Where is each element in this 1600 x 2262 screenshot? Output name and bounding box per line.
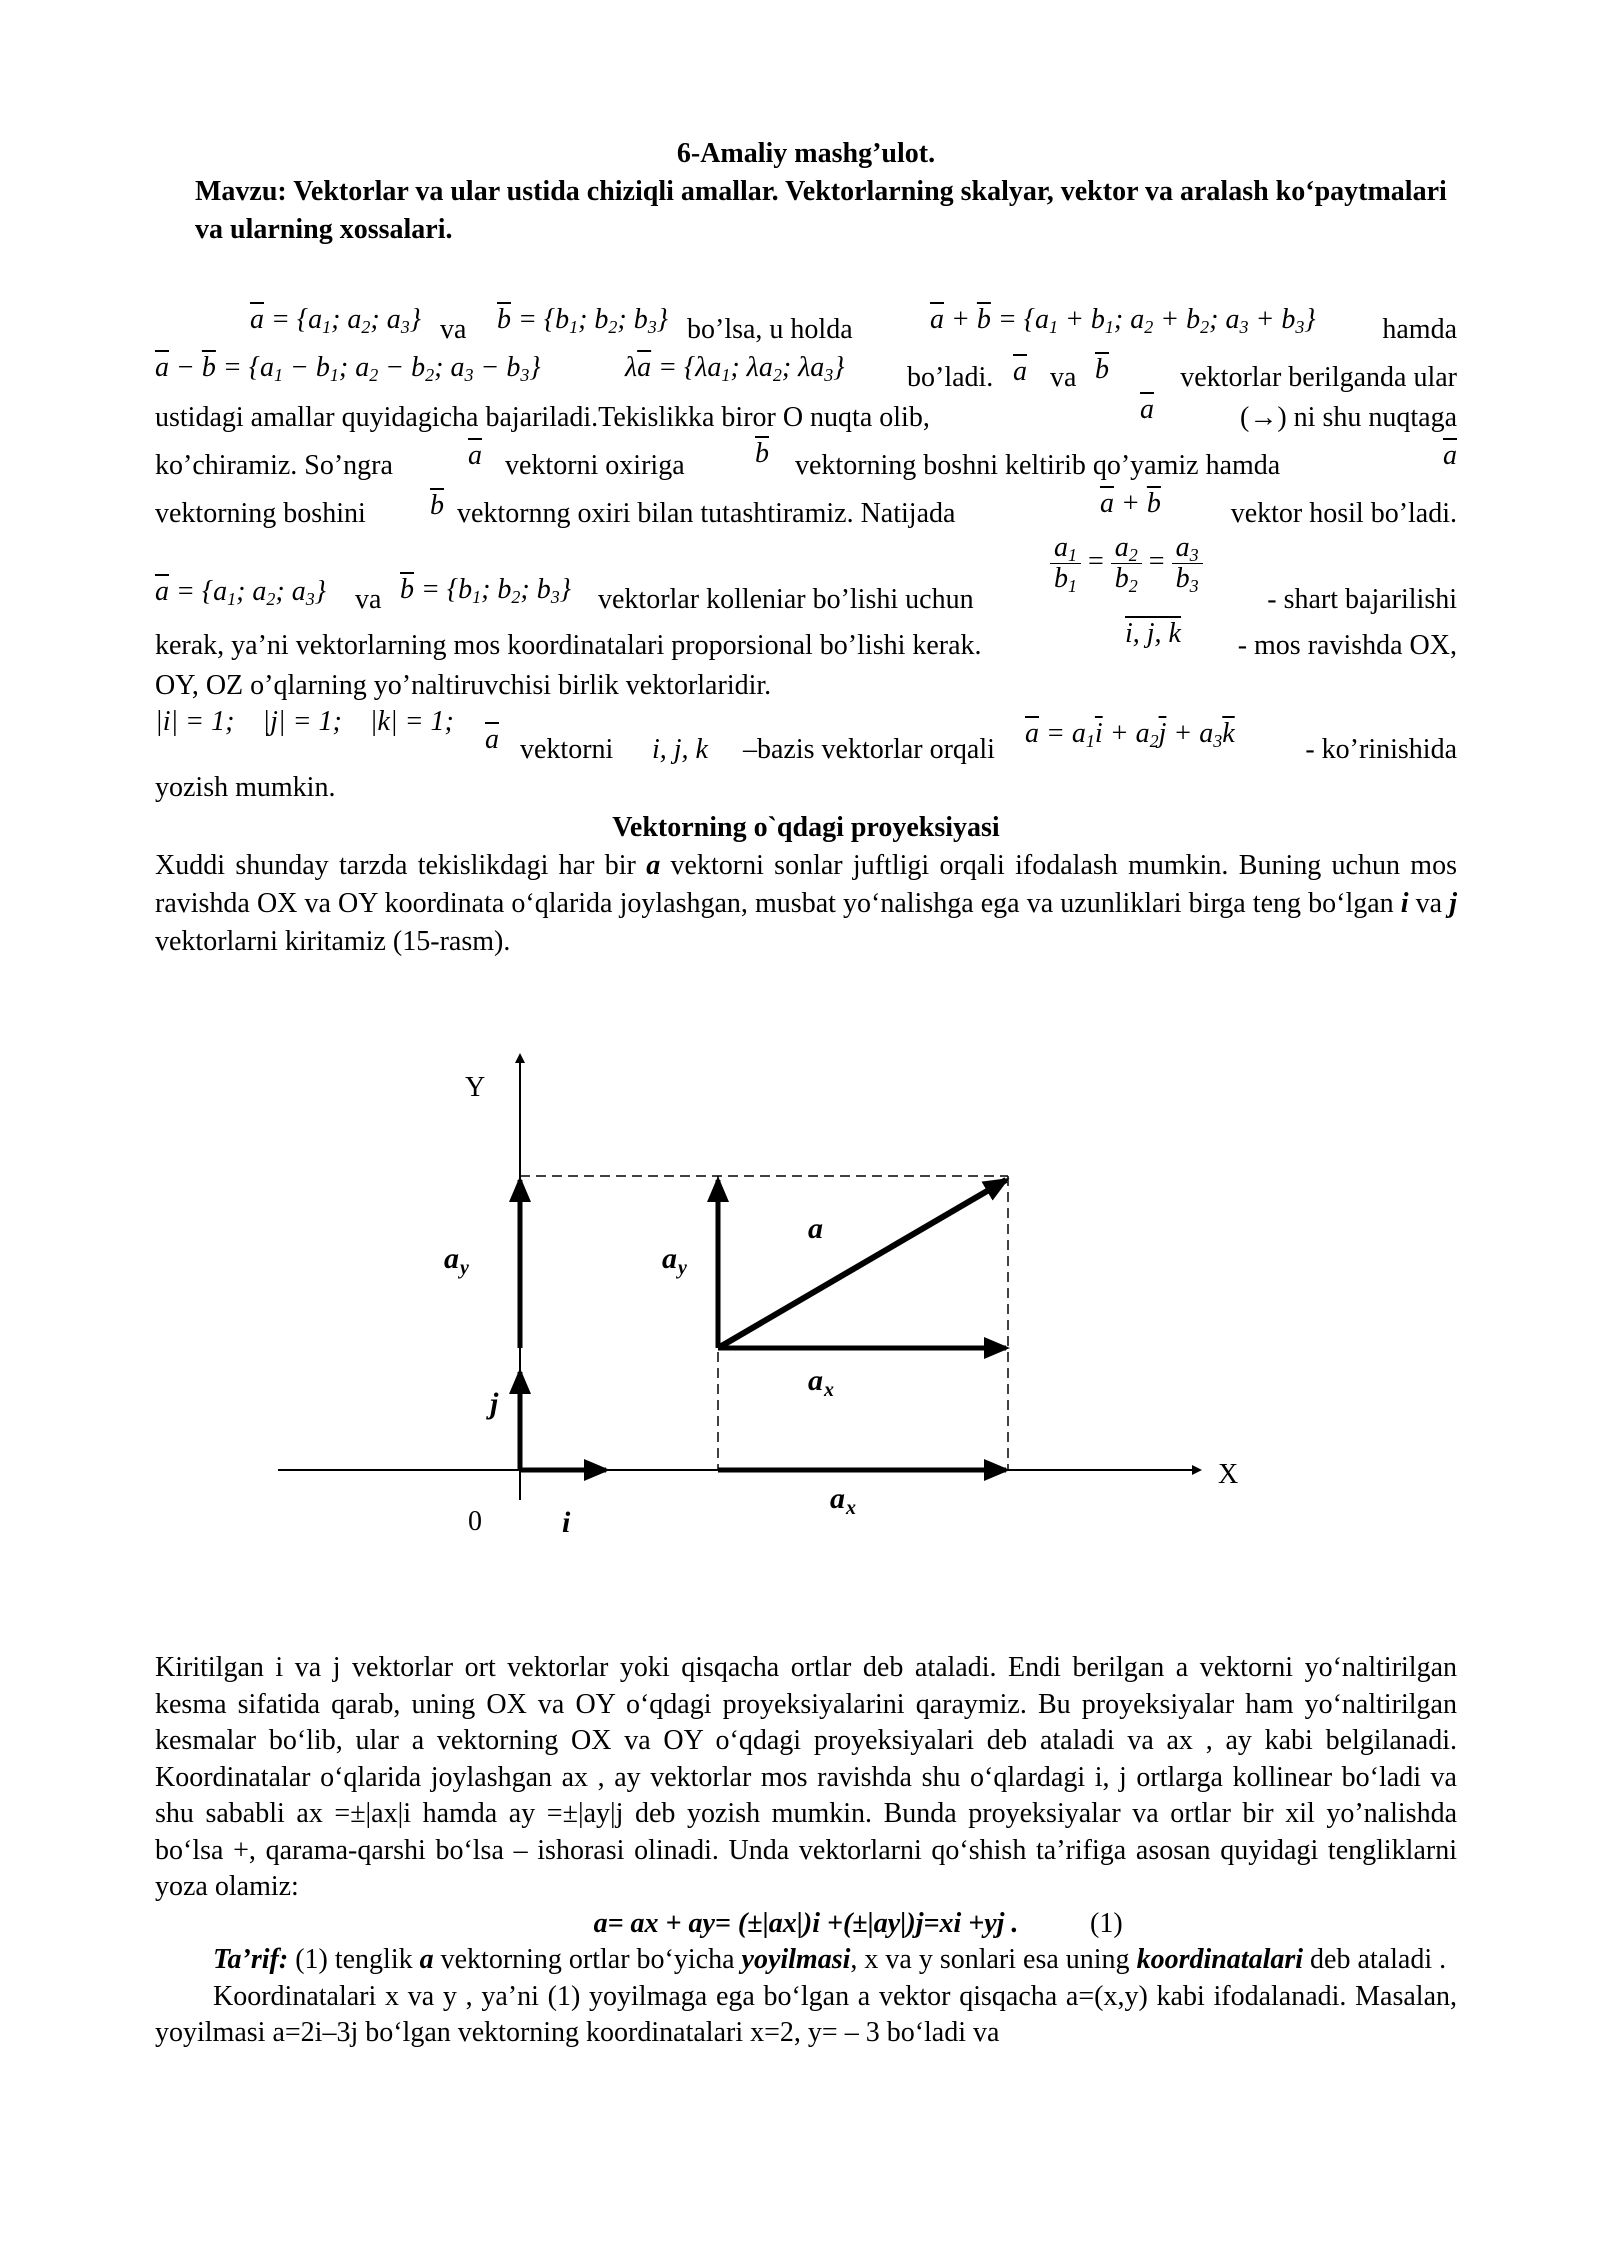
text-run: (1) tenglik — [288, 1944, 420, 1975]
formula-norms: |i| = 1; |j| = 1; |k| = 1; — [155, 706, 454, 737]
paragraph-line: vektornng oxiri bilan tutashtiramiz. Natijada — [457, 498, 956, 529]
conj-va: va — [440, 314, 467, 345]
formula-basis-expansion: $\overline{a} = a_1\overline{i} + a_2\overline{j} + a_3\overline{k}$ — [1025, 718, 1235, 751]
paragraph-line: vektorlar kolleniar bo’lishi uchun — [598, 584, 974, 615]
paragraph-line: ustidagi amallar quyidagicha bajariladi.Tekislikka biror O nuqta olib, — [155, 402, 930, 433]
label-main: a — [830, 1482, 845, 1515]
formula-row-1 — [155, 301, 1457, 349]
text-run: vektorning ortlar bo‘yicha — [433, 1944, 742, 1975]
formula-a-plus-b: $\overline{a} + \overline{b}$ — [1100, 488, 1161, 519]
paragraph-line: (→) ni shu nuqtaga — [1240, 402, 1457, 433]
text-run: , x va y sonlari esa uning — [850, 1944, 1137, 1975]
conj-va: va — [355, 584, 382, 615]
y-axis-label: Y — [465, 1072, 486, 1103]
definition-paragraph — [155, 1942, 1457, 1979]
symbol-a: $\overline{a}$ — [468, 440, 482, 471]
equation-number: (1) — [1090, 1907, 1123, 1939]
document-page — [155, 135, 1457, 961]
equation-1 — [155, 1906, 1457, 1943]
equation-text: a= ax + ay= (±|ax|)i +(±|ay|)j=xi +yj . — [593, 1907, 1019, 1939]
paragraph-line: - ko’rinishida — [1305, 734, 1457, 765]
text-boladi: bo’ladi. — [907, 362, 994, 393]
lower-text — [155, 1650, 1457, 2052]
paragraph-line: vektorni oxiriga — [505, 450, 685, 481]
ay-left-label — [444, 1242, 469, 1279]
section-paragraph — [155, 847, 1457, 961]
symbol-b: $\overline{b}$ — [430, 490, 444, 521]
j-label: j — [490, 1387, 499, 1420]
section-title: Vektorning o`qdagi proyeksiyasi — [612, 812, 1000, 843]
label-sub: y — [460, 1257, 469, 1279]
text-run: vektorlarni kiritamiz (15-rasm). — [155, 926, 511, 957]
text-run: koordinatalari — [1136, 1944, 1304, 1975]
formula-row-basis — [155, 703, 1457, 769]
text-run: j — [1449, 888, 1457, 919]
ax-mid-label — [808, 1364, 834, 1401]
text-bolsa: bo’lsa, u holda — [687, 314, 853, 345]
text-row-collinear-3 — [155, 659, 1457, 703]
formula-vector-b: $\overline{b} = \{b_1$; $b_2$; $b_3$} — [400, 574, 571, 607]
paragraph-line: ko’chiramiz. So’ngra — [155, 450, 393, 481]
label-main: a — [444, 1242, 459, 1275]
paragraph-line: - shart bajarilishi — [1267, 584, 1457, 615]
paragraph-line: yozish mumkin. — [155, 772, 336, 803]
i-label: i — [562, 1506, 571, 1539]
text-vectors-given: vektorlar berilganda ular — [1180, 362, 1457, 393]
formula-diff: $\overline{a} - \overline{b} = \{a_1 - b_1$; $a_2 - b_2$; $a_3 - b_3$} — [155, 352, 541, 385]
basis-symbols: i, j, k — [652, 734, 708, 765]
paragraph-line: vektorning boshni keltirib qo’yamiz hamda — [795, 450, 1281, 481]
coordinates-paragraph: Koordinatalari x va y , ya’ni (1) yoyilmaga ega bo‘lgan a vektor qisqacha a=(x,y) kabi ifodalanadi. Masalan, yoyilmasi a=2i–3j bo‘lgan vektorning koordinatalari x=2, y= – 3 bo‘ladi va — [155, 1980, 1457, 2048]
label-main: a — [662, 1242, 677, 1275]
formula-row-collinear — [155, 533, 1457, 615]
paragraph-line: - mos ravishda OX, — [1237, 630, 1457, 661]
text-run: Ta’rif: — [213, 1944, 289, 1975]
label-sub: x — [824, 1379, 834, 1401]
text-row-4 — [155, 438, 1457, 489]
ay-mid-label — [662, 1242, 687, 1279]
text-run: vektorni sonlar juftligi orqali ifodalash mumkin. Buning uchun mos ravishda OX va OY koordinata o‘qlarida joylashgan, musbat yo‘nalishga ega va uzunliklari birga teng bo‘lgan — [155, 850, 1457, 919]
symbol-a: $\overline{a}$ — [1443, 440, 1457, 471]
text-run: i — [1400, 888, 1409, 919]
vector-projection-figure — [0, 1040, 1600, 1570]
basis-symbols: i, j, k — [1125, 618, 1181, 649]
text-row-3 — [155, 394, 1457, 441]
formula-row-2 — [155, 349, 1457, 397]
text-run: a — [419, 1944, 434, 1975]
lesson-title: 6-Amaliy mashg’ulot. — [676, 138, 936, 169]
text-row-collinear-2 — [155, 615, 1457, 659]
formula-vector-a: $\overline{a} = \{a_1$; $a_2$; $a_3$} — [155, 576, 326, 609]
formula-sum: $\overline{a} + \overline{b} = \{a_1 + b_1$; $a_2 + b_2$; $a_3 + b_3$} — [930, 304, 1316, 337]
paragraph-line: kerak, ya’ni vektorlarning mos koordinatalari proporsional bo’lishi kerak. — [155, 630, 982, 661]
text-run: deb ataladi . — [1303, 1944, 1447, 1975]
paragraph-line: OY, OZ o’qlarning yo’naltiruvchisi birlik vektorlaridir. — [155, 670, 772, 701]
paragraph-line: vektorning boshini — [155, 498, 366, 529]
lesson-topic: Mavzu: Vektorlar va ular ustida chiziqli amallar. Vektorlarning skalyar, vektor va aralash ko‘paytmalari va ularning xossalari. — [195, 176, 1447, 245]
text-run: a — [646, 850, 661, 881]
text-run: va — [1408, 888, 1450, 919]
paragraph-line: vektorni — [520, 734, 614, 765]
a-vector — [718, 1180, 1006, 1348]
text-row-5 — [155, 489, 1457, 533]
body-paragraph-ortlar: Kiritilgan i va j vektorlar ort vektorlar yoki qisqacha ortlar deb ataladi. Endi berilgan a vektorni yo‘naltirilgan kesma sifatida qarab, uning OX va OY o‘qdagi proyeksiyalarini qaraymiz. Bu proyeksiyalar ham yo‘naltirilgan kesmalar bo‘lib, ular a vektorning OX va OY o‘qdagi proyeksiyalari deb ataladi va ax , ay kabi belgilanadi. Koordinatalar o‘qlarida joylashgan ax , ay vektorlar mos ravishda shu o‘qlardagi i, j ortlarga kollinear bo‘ladi va shu sababli ax =±|ax|i hamda ay =±|ay|j deb yozish mumkin. Bunda proyeksiyalar va ortlar bir xil yo’nalishda bo‘lsa +, qarama-qarshi bo‘lsa – ishorasi olinadi. Unda vektorlarni qo‘shish ta’rifiga asosan quyidagi tengliklarni yoza olamiz: — [155, 1652, 1457, 1902]
ax-bottom-label — [830, 1482, 856, 1519]
text-run: yoyilmasi — [741, 1944, 851, 1975]
label-main: a — [808, 1364, 823, 1397]
symbol-b: $\overline{b}$ — [755, 438, 769, 469]
formula-vector-a: $\overline{a} = \{a_1$; $a_2$; $a_3$} — [250, 304, 421, 337]
symbol-a: $\overline{a}$ — [1013, 356, 1027, 387]
symbol-a: $\overline{a}$ — [1140, 394, 1154, 425]
symbol-b: $\overline{b}$ — [1095, 354, 1109, 385]
text-hamda: hamda — [1382, 314, 1457, 345]
formula-proportion: $\frac{a_1}{b_1}$ = $\frac{a_2}{b_2}$ = $\frac{a_3}{b_3}$ — [1050, 533, 1203, 594]
x-axis-label: X — [1218, 1459, 1239, 1490]
a-label: a — [808, 1212, 823, 1245]
paragraph-line: –bazis vektorlar orqali — [743, 734, 995, 765]
label-sub: y — [678, 1257, 687, 1279]
formula-vector-b: $\overline{b} = \{b_1$; $b_2$; $b_3$} — [497, 304, 668, 337]
text-run: Xuddi shunday tarzda tekislikdagi har bir — [155, 850, 647, 881]
symbol-a: $\overline{a}$ — [485, 724, 499, 755]
paragraph-line: vektor hosil bo’ladi. — [1230, 498, 1457, 529]
label-sub: x — [846, 1497, 856, 1519]
origin-label: 0 — [468, 1506, 482, 1537]
conj-va-2: va — [1050, 362, 1077, 393]
formula-lambda: $\lambda\overline{a} = \{\lambda a_1$; $\lambda a_2$; $\lambda a_3$} — [625, 352, 845, 385]
